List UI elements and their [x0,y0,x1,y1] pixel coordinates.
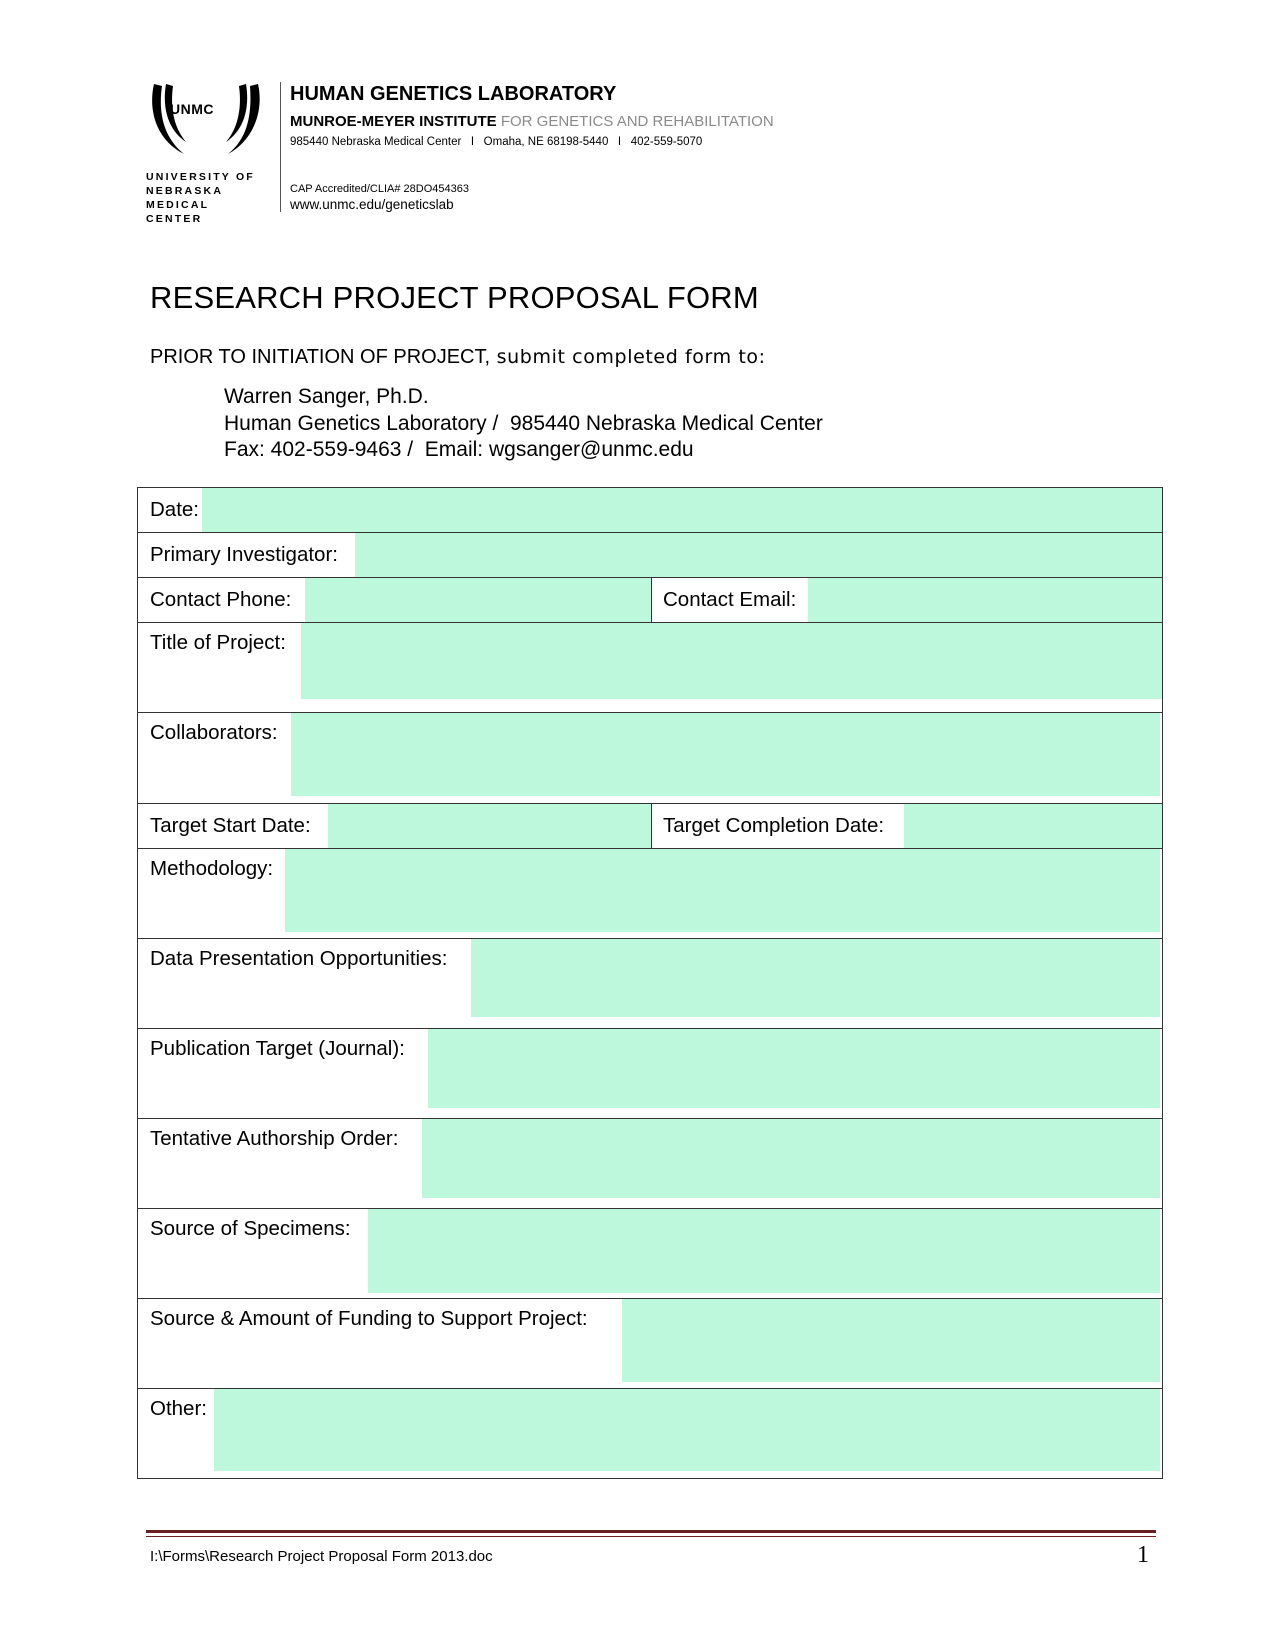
unmc-logo [146,80,266,225]
title-of-project-label: Title of Project: [150,631,286,654]
website-link[interactable]: www.unmc.edu/geneticslab [290,197,454,212]
data-presentation-label: Data Presentation Opportunities: [150,947,448,970]
methodology-label: Methodology: [150,857,274,880]
institute-name: MUNROE-MEYER INSTITUTE [290,113,497,130]
institute-tagline: FOR GENETICS AND REHABILITATION [500,113,774,130]
row-funding [138,1299,1162,1389]
target-start-date-label: Target Start Date: [150,814,311,837]
contact-phone-label: Contact Phone: [150,588,292,611]
contact-name: Warren Sanger, Ph.D. [224,385,429,408]
row-publication-target [138,1029,1162,1119]
contact-email-label: Contact Email: [663,588,797,611]
contact-block [224,384,823,464]
page-title: RESEARCH PROJECT PROPOSAL FORM [150,280,759,315]
collaborators-input[interactable] [291,713,1160,796]
row-contact [138,578,1162,623]
instructions-suffix: submit completed form to: [490,346,766,368]
authorship-order-label: Tentative Authorship Order: [150,1127,399,1150]
target-completion-date-label: Target Completion Date: [663,814,885,837]
row-data-presentation [138,939,1162,1029]
letterhead-address: 985440 Nebraska Medical Center I Omaha, NE 68198-5440 I 402-559-5070 [290,136,703,148]
authorship-order-input[interactable] [422,1119,1160,1198]
footer-rule-thick [146,1530,1156,1533]
collaborators-label: Collaborators: [150,721,278,744]
instructions-prefix: PRIOR TO INITIATION OF PROJECT, [150,346,491,368]
university-name: UNIVERSITY OF NEBRASKA MEDICAL CENTER [146,171,255,225]
accreditation-text: CAP Accredited/CLIA# 28DO454363 [290,183,469,195]
row-methodology [138,849,1162,939]
date-input[interactable] [202,488,1162,532]
footer-file-path: I:\Forms\Research Project Proposal Form 2013.doc [150,1548,493,1565]
row-source-of-specimens [138,1209,1162,1299]
row-other [138,1389,1162,1480]
publication-target-label: Publication Target (Journal): [150,1037,405,1060]
proposal-form [137,487,1163,1479]
contact-email-input[interactable] [808,578,1162,622]
row-collaborators [138,713,1162,804]
title-of-project-input[interactable] [301,623,1162,699]
other-input[interactable] [214,1389,1160,1471]
row-primary-investigator [138,533,1162,578]
unmc-swoosh-icon [146,80,266,170]
row-target-dates [138,804,1162,849]
methodology-input[interactable] [285,849,1160,932]
submission-instructions [150,344,766,370]
letterhead-divider [280,82,281,212]
row-title-of-project [138,623,1162,713]
target-start-date-input[interactable] [328,804,651,848]
other-label: Other: [150,1397,207,1420]
page-number: 1 [1137,1542,1149,1568]
target-completion-date-input[interactable] [904,804,1162,848]
column-divider [651,804,652,848]
funding-label: Source & Amount of Funding to Support Project: [150,1307,588,1330]
contact-address: Human Genetics Laboratory / 985440 Nebraska Medical Center [224,411,823,435]
row-date [138,488,1162,533]
funding-input[interactable] [622,1299,1160,1382]
column-divider [651,578,652,622]
lab-name: HUMAN GENETICS LABORATORY [290,83,617,105]
contact-phone-input[interactable] [305,578,651,622]
primary-investigator-input[interactable] [355,533,1162,577]
row-authorship-order [138,1119,1162,1209]
footer-rule-thin [146,1536,1156,1537]
data-presentation-input[interactable] [471,939,1160,1017]
institute-line [290,112,774,132]
publication-target-input[interactable] [428,1029,1160,1108]
date-label: Date: [150,498,199,521]
source-of-specimens-input[interactable] [368,1209,1160,1293]
contact-fax-email: Fax: 402-559-9463 / Email: wgsanger@unmc.edu [224,438,694,461]
logo-wordmark: UNMC [170,101,214,117]
letterhead-text [290,82,774,150]
source-of-specimens-label: Source of Specimens: [150,1217,351,1240]
primary-investigator-label: Primary Investigator: [150,543,338,566]
